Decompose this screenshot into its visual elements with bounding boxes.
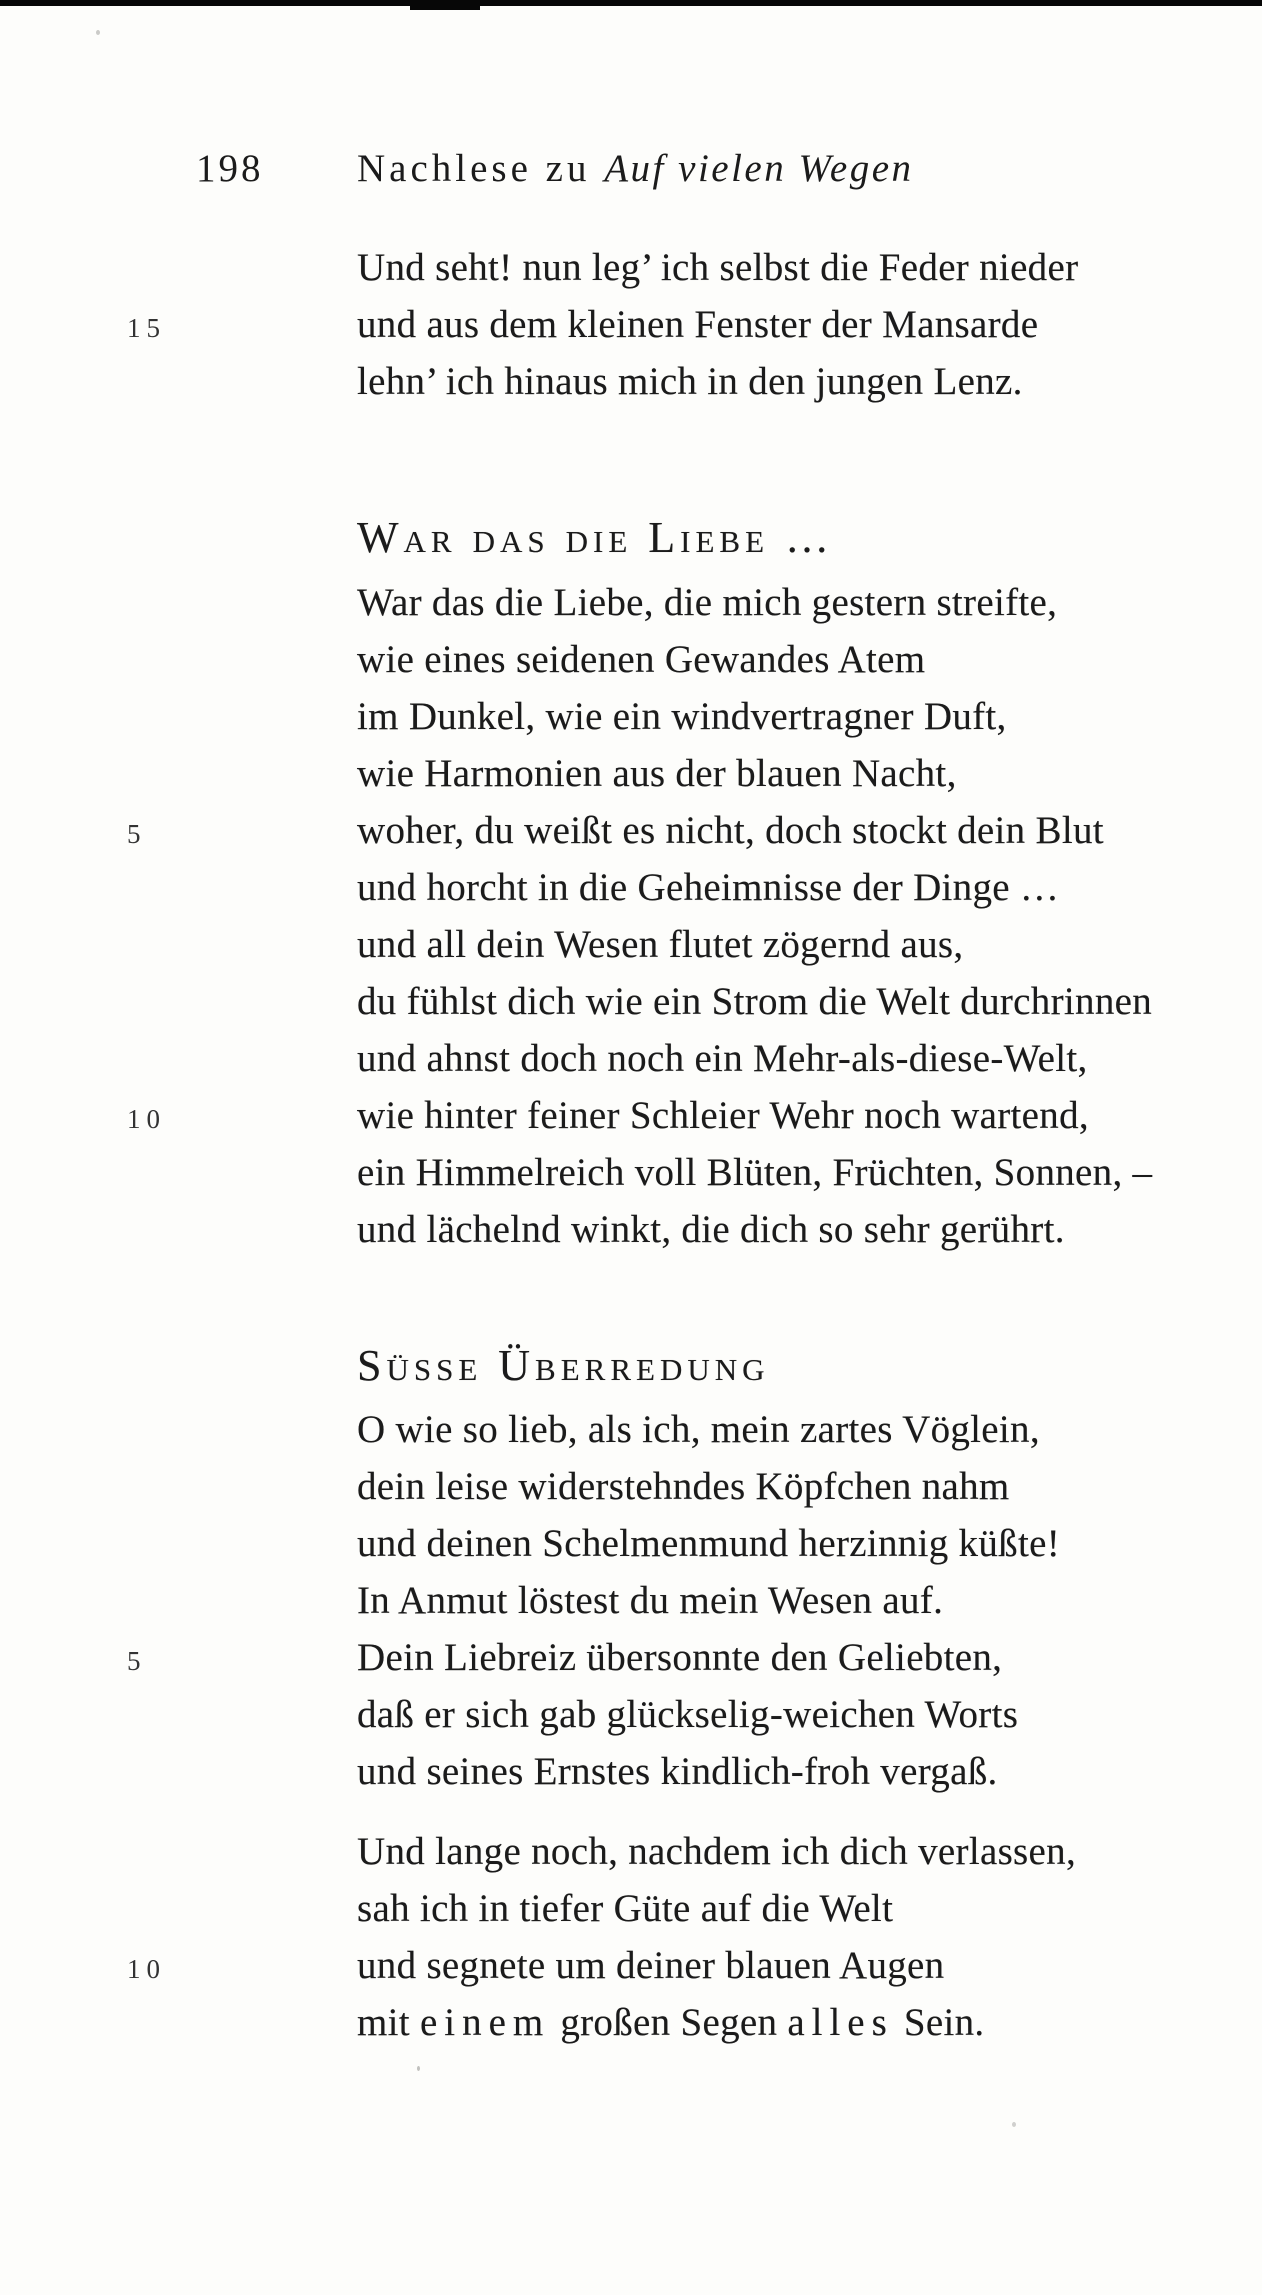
poem-line [0, 353, 1262, 410]
poem-line [0, 296, 1262, 353]
line-text: wie hinter feiner Schleier Wehr noch wartend, [357, 1094, 1089, 1137]
poem-suesse-ueberredung-stanza-1 [0, 1401, 1262, 1800]
line-text: und all dein Wesen flutet zögernd aus, [357, 923, 964, 966]
line-text: sah ich in tiefer Güte auf die Welt [357, 1887, 894, 1930]
continuation-stanza [0, 239, 1262, 410]
poem-line [0, 1994, 1262, 2051]
line-number: 15 [127, 313, 166, 343]
page-number: 198 [196, 147, 264, 190]
poem-line [0, 1629, 1262, 1686]
emphasized-word: alles [787, 2001, 894, 2044]
poem-suesse-ueberredung-stanza-2 [0, 1823, 1262, 2051]
line-number: 5 [127, 819, 147, 849]
line-text: War das die Liebe, die mich gestern streifte, [357, 581, 1058, 624]
poem-line [0, 1823, 1262, 1880]
line-text: im Dunkel, wie ein windvertragner Duft, [357, 695, 1007, 738]
line-text: und segnete um deiner blauen Augen [357, 1944, 945, 1987]
line-text: Und lange noch, nachdem ich dich verlassen, [357, 1830, 1076, 1873]
line-text: daß er sich gab glückselig-weichen Worts [357, 1693, 1019, 1736]
poem-line [0, 631, 1262, 688]
line-text: und ahnst doch noch ein Mehr-als-diese-Welt, [357, 1037, 1088, 1080]
line-text: Und seht! nun leg’ ich selbst die Feder nieder [357, 246, 1079, 289]
line-text: und horcht in die Geheimnisse der Dinge … [357, 866, 1060, 909]
poem-line [0, 1880, 1262, 1937]
line-text: wie eines seidenen Gewandes Atem [357, 638, 926, 681]
line-text: In Anmut löstest du mein Wesen auf. [357, 1579, 944, 1622]
poem-line [0, 1515, 1262, 1572]
line-number: 5 [127, 1646, 147, 1676]
line-text: ein Himmelreich voll Blüten, Früchten, Sonnen, – [357, 1151, 1153, 1194]
line-text: Dein Liebreiz übersonnte den Geliebten, [357, 1636, 1003, 1679]
line-number: 10 [127, 1104, 166, 1134]
line-text: und lächelnd winkt, die dich so sehr gerührt. [357, 1208, 1065, 1251]
poem-line [0, 1458, 1262, 1515]
scan-speck [1012, 2122, 1016, 2127]
poem-war-das-die-liebe [0, 574, 1262, 1258]
line-text: wie Harmonien aus der blauen Nacht, [357, 752, 957, 795]
poem-line [0, 688, 1262, 745]
poem-title: War das die Liebe … [357, 513, 835, 562]
poem-line [0, 1937, 1262, 1994]
poem-line [0, 1201, 1262, 1258]
poem-title: Süsse Überredung [357, 1341, 770, 1390]
running-title [357, 140, 914, 197]
poem-line [0, 916, 1262, 973]
line-text: O wie so lieb, als ich, mein zartes Vöglein, [357, 1408, 1040, 1451]
line-segment: großen Segen [550, 2001, 788, 2044]
poem-line [0, 745, 1262, 802]
poem-line [0, 1030, 1262, 1087]
line-text: dein leise widerstehndes Köpfchen nahm [357, 1465, 1010, 1508]
poem-line [0, 239, 1262, 296]
poem-line [0, 1686, 1262, 1743]
running-title-italic: Auf vielen Wegen [604, 147, 914, 190]
poem-line [0, 1144, 1262, 1201]
poem-line [0, 574, 1262, 631]
poem-line [0, 1087, 1262, 1144]
poem-line [0, 859, 1262, 916]
scan-speck [417, 2066, 420, 2071]
poem-line [0, 973, 1262, 1030]
line-text: und deinen Schelmenmund herzinnig küßte! [357, 1522, 1060, 1565]
line-text: du fühlst dich wie ein Strom die Welt durchrinnen [357, 980, 1153, 1023]
line-text-emphasized [357, 1994, 984, 2051]
running-title-roman: Nachlese zu [357, 147, 591, 190]
poem-line [0, 1401, 1262, 1458]
line-text: woher, du weißt es nicht, doch stockt dein Blut [357, 809, 1104, 852]
line-text: und seines Ernstes kindlich-froh vergaß. [357, 1750, 998, 1793]
line-segment: mit [357, 2001, 420, 2044]
line-segment: Sein. [893, 2001, 985, 2044]
line-text: und aus dem kleinen Fenster der Mansarde [357, 303, 1039, 346]
running-head [0, 140, 1262, 197]
poem-line [0, 1743, 1262, 1800]
poem-line [0, 802, 1262, 859]
line-text: lehn’ ich hinaus mich in den jungen Lenz. [357, 360, 1023, 403]
emphasized-word: einem [419, 2001, 551, 2044]
poem-line [0, 1572, 1262, 1629]
line-number: 10 [127, 1954, 166, 1984]
